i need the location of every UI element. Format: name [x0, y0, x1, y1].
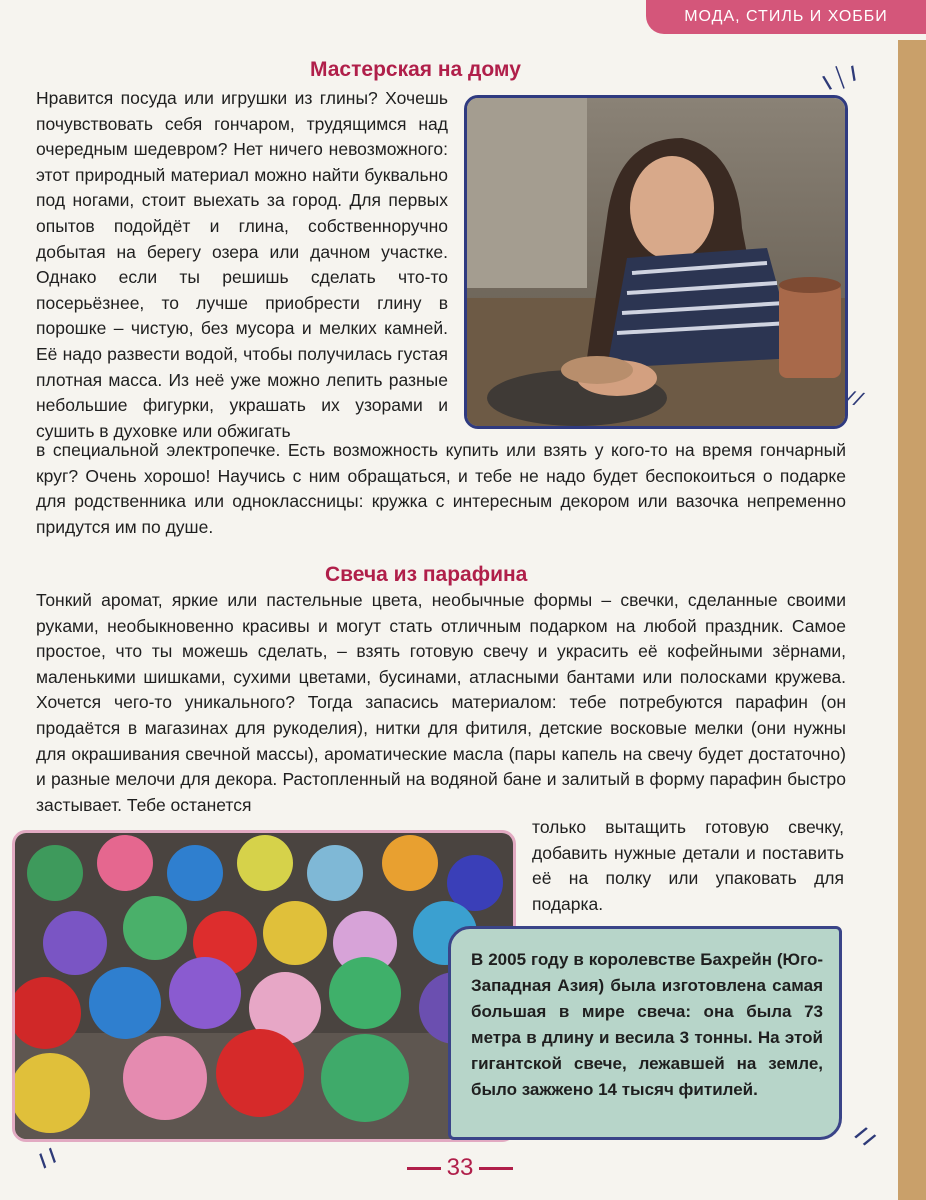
- section-header-label: МОДА, СТИЛЬ И ХОББИ: [684, 8, 888, 25]
- candles-photo-illustration: [15, 833, 513, 1139]
- accent-stroke-icon: ⁄ ⁄: [846, 387, 863, 411]
- section-title-candle: Свеча из парафина: [325, 563, 528, 586]
- fact-box: [448, 926, 842, 1140]
- accent-stroke-icon: \ ׀ /: [821, 62, 861, 96]
- candles-photo: [12, 830, 516, 1142]
- fact-box-text: В 2005 году в королевстве Бахрейн (Юго-Западная Азия) была изготовлена самая большая в мире свеча: она была 73 метра в длину и весила 3 тонны. На этой гигантской свече, лежавшей на земле, было зажжено 14 тысяч фитилей.: [471, 950, 823, 1099]
- page-number: [380, 1154, 540, 1182]
- page-number-dash: [479, 1167, 513, 1170]
- page-number-value: 33: [446, 1154, 474, 1181]
- page-number-dash: [407, 1167, 441, 1170]
- section-title-workshop: Мастерская на дому: [310, 58, 521, 81]
- accent-stroke-icon: / /: [35, 1145, 61, 1173]
- pottery-photo-illustration: [467, 98, 845, 426]
- accent-stroke-icon: / /: [851, 1123, 879, 1151]
- workshop-paragraph-intro: Нравится посуда или игрушки из глины? Хочешь почувствовать себя гончаром, трудящимся над очередным шедевром? Нет ничего невозможного: этот природный материал можно найти буквально под ногами, стоит выехать за город. Для первых опытов подойдёт и глина, собственноручно добытая на берегу озера или дачном участке. Однако если ты решишь сделать что-то посерьёзнее, то лучше приобрести глину в порошке – чистую, без мусора и мелких камней. Её надо развести водой, чтобы получилась густая плотная масса. Из неё уже можно лепить разные небольшие фигурки, украшать их узорами и сушить в духовке или обжигать: [36, 88, 448, 441]
- girl-pottery-photo: [464, 95, 848, 429]
- section-header-tab: [646, 0, 926, 34]
- page-edge-decoration: [878, 40, 926, 1200]
- candle-paragraph-cont: только вытащить готовую свечку, добавить нужные детали и поставить её на полку или упаковать для подарка.: [532, 817, 844, 914]
- candle-paragraph: Тонкий аромат, яркие или пастельные цвета, необычные формы – свечки, сделанные своими руками, необыкновенно красивы и могут стать отличным подарком на любой праздник. Самое простое, что ты можешь сделать, – взять готовую свечу и украсить её кофейными зёрнами, маленькими шишками, сухими цветами, бусинами, атласными бантами или полосками кружева. Хочется чего-то уникального? Тогда запасись материалом: тебе потребуются парафин (он продаётся в магазинах для рукоделия), нитки для фитиля, детские восковые мелки (они нужны для окрашивания свечной массы), ароматические масла (пары капель на свечу будет достаточно) и разные мелочи для декора. Растопленный на водяной бане и залитый в форму парафин быстро застывает. Тебе останется: [36, 590, 846, 815]
- workshop-paragraph-cont: в специальной электропечке. Есть возможность купить или взять у кого-то на время гончарный круг? Очень хорошо! Научись с ним обращаться, и тебе не надо будет беспокоиться о подарке для родственника или одноклассницы: кружка с интересным декором или вазочка непременно придутся им по душе.: [36, 440, 846, 537]
